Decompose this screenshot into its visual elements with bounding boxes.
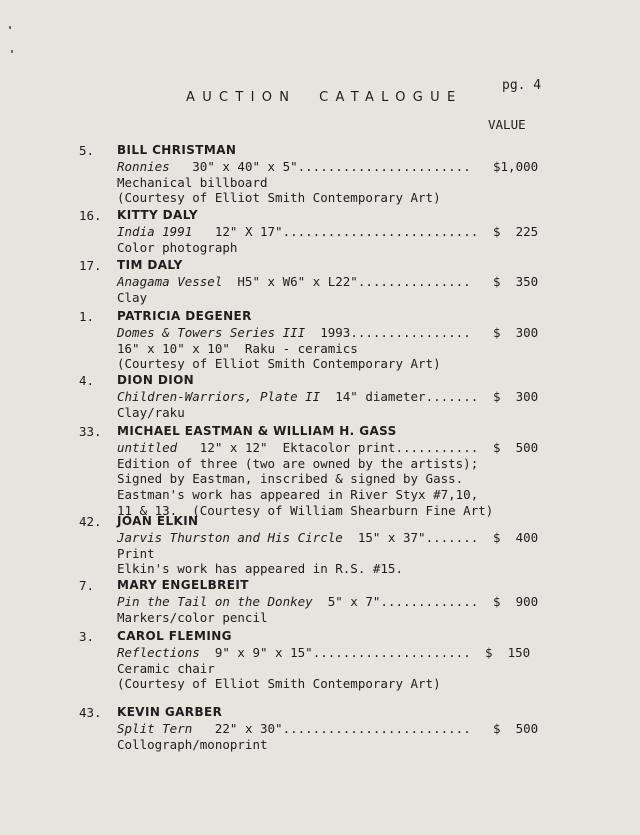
work-line <box>117 274 471 289</box>
lot-value: $ 300 <box>493 324 539 340</box>
artist-name: MARY ENGELBREIT <box>117 578 249 592</box>
work-dimensions: 9" x 9" x 15" <box>199 644 313 660</box>
work-line <box>117 159 471 174</box>
artist-name: PATRICIA DEGENER <box>117 309 252 323</box>
work-title: untitled <box>117 439 178 455</box>
entry-note: (Courtesy of Elliot Smith Contemporary Art) <box>117 676 441 692</box>
artist-name: KEVIN GARBER <box>117 705 223 719</box>
leader-dots: ................ <box>350 324 471 340</box>
lot-value: $ 350 <box>493 273 539 289</box>
work-line <box>117 389 478 404</box>
work-dimensions: 15" x 37" <box>342 529 426 545</box>
lot-value: $ 150 <box>485 644 531 660</box>
entry-note: Edition of three (two are owned by the artists); <box>117 455 479 471</box>
work-dimensions: 5" x 7" <box>312 593 381 609</box>
work-line <box>117 645 471 660</box>
entry-note: Print <box>117 545 155 561</box>
work-dimensions: 22" x 30" <box>192 720 283 736</box>
work-line <box>117 440 478 455</box>
work-title: Anagama Vessel <box>117 273 223 289</box>
entry-note: (Courtesy of Elliot Smith Contemporary Art) <box>117 356 441 372</box>
artist-name: DION DION <box>117 373 195 387</box>
work-title: Split Tern <box>117 720 193 736</box>
lot-number: 7. <box>79 578 95 593</box>
work-title: Children-Warriors, Plate II <box>117 388 321 404</box>
work-title: Domes & Towers Series III <box>117 324 306 340</box>
leader-dots: ............... <box>357 273 471 289</box>
work-title: India 1991 <box>117 223 193 239</box>
lot-number: 33. <box>79 424 102 439</box>
entry-note: Ceramic chair <box>117 660 215 676</box>
lot-number: 3. <box>79 629 95 644</box>
work-line <box>117 530 478 545</box>
work-line <box>117 594 478 609</box>
work-title: Ronnies <box>117 158 170 174</box>
paper-speck <box>11 50 13 53</box>
paper-speck <box>9 26 11 29</box>
leader-dots: ....... <box>425 388 479 404</box>
work-dimensions: 1993 <box>305 324 351 340</box>
leader-dots: ..................... <box>312 644 471 660</box>
lot-value: $ 900 <box>493 593 539 609</box>
leader-dots: ......................... <box>282 720 471 736</box>
entry-note: Eastman's work has appeared in River Styx #7,10, <box>117 487 479 503</box>
work-title: Pin the Tail on the Donkey <box>117 593 313 609</box>
entry-note: 16" x 10" x 10" Raku - ceramics <box>117 340 358 356</box>
entry-note: Mechanical billboard <box>117 174 268 190</box>
artist-name: JOAN ELKIN <box>117 514 199 528</box>
entry-note: Elkin's work has appeared in R.S. #15. <box>117 561 403 577</box>
lot-number: 42. <box>79 514 102 529</box>
value-column-header: VALUE <box>488 117 526 132</box>
entry-note: Clay/raku <box>117 404 185 420</box>
entry-note: Clay <box>117 289 148 305</box>
artist-name: CAROL FLEMING <box>117 629 232 643</box>
work-title: Reflections <box>117 644 200 660</box>
work-dimensions: 12" X 17" <box>192 223 283 239</box>
artist-name: MICHAEL EASTMAN & WILLIAM H. GASS <box>117 424 397 438</box>
lot-value: $ 500 <box>493 720 539 736</box>
entry-note: (Courtesy of Elliot Smith Contemporary Art) <box>117 190 441 206</box>
lot-number: 43. <box>79 705 102 720</box>
entry-note: Collograph/monoprint <box>117 736 268 752</box>
work-line <box>117 721 471 736</box>
lot-number: 1. <box>79 309 95 324</box>
lot-value: $ 500 <box>493 439 539 455</box>
lot-value: $ 225 <box>493 223 539 239</box>
page-number: pg. 4 <box>502 78 542 93</box>
lot-value: $1,000 <box>493 158 539 174</box>
page-title: AUCTION CATALOGUE <box>186 90 463 105</box>
entry-note: Color photograph <box>117 239 238 255</box>
lot-value: $ 400 <box>493 529 539 545</box>
artist-name: KITTY DALY <box>117 208 198 222</box>
artist-name: TIM DALY <box>117 258 183 272</box>
lot-number: 5. <box>79 143 95 158</box>
work-dimensions: 14" diameter <box>320 388 426 404</box>
entry-note: 11 & 13. (Courtesy of William Shearburn Fine Art) <box>117 503 494 518</box>
work-dimensions: 12" x 12" Ektacolor print <box>177 439 396 455</box>
work-title: Jarvis Thurston and His Circle <box>117 529 343 545</box>
lot-value: $ 300 <box>493 388 539 404</box>
entry-note: Markers/color pencil <box>117 609 268 625</box>
work-dimensions: H5" x W6" x L22" <box>222 273 358 289</box>
leader-dots: ....................... <box>297 158 471 174</box>
lot-number: 16. <box>79 208 102 223</box>
lot-number: 17. <box>79 258 102 273</box>
artist-name: BILL CHRISTMAN <box>117 143 237 157</box>
leader-dots: ........... <box>395 439 479 455</box>
leader-dots: ............. <box>380 593 479 609</box>
work-line <box>117 224 478 239</box>
leader-dots: ....... <box>425 529 479 545</box>
entry-note: Signed by Eastman, inscribed & signed by Gass. <box>117 471 464 487</box>
work-line <box>117 325 471 340</box>
lot-number: 4. <box>79 373 95 388</box>
work-dimensions: 30" x 40" x 5" <box>169 158 298 174</box>
leader-dots: .......................... <box>282 223 479 239</box>
